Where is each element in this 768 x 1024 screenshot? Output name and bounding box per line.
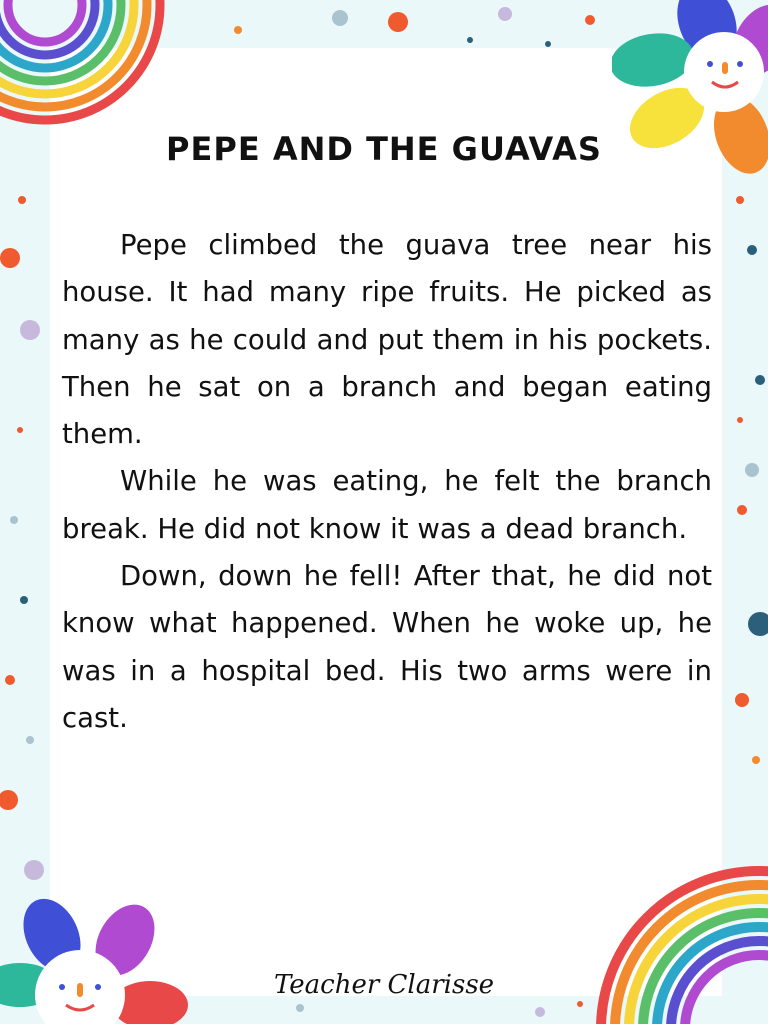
rainbow-arc-icon — [0, 0, 170, 150]
flower-smiley-icon — [0, 895, 200, 1024]
story-paragraph: While he was eating, he felt the branch break. He did not know it was a dead branch. — [62, 465, 712, 545]
rainbow-arc-icon — [584, 864, 768, 1024]
story-paragraph: Down, down he fell! After that, he did not know what happened. When he woke up, he was in a hospital bed. His two arms were in cast. — [62, 560, 712, 734]
story-paragraph: Pepe climbed the guava tree near his house. It had many ripe fruits. He picked as many as he could and put them in his pockets. Then he sat on a branch and began eating them. — [62, 229, 712, 451]
story-text — [62, 222, 712, 742]
author-signature: Teacher Clarisse — [273, 970, 495, 1000]
page-title: PEPE AND THE GUAVAS — [166, 130, 602, 168]
